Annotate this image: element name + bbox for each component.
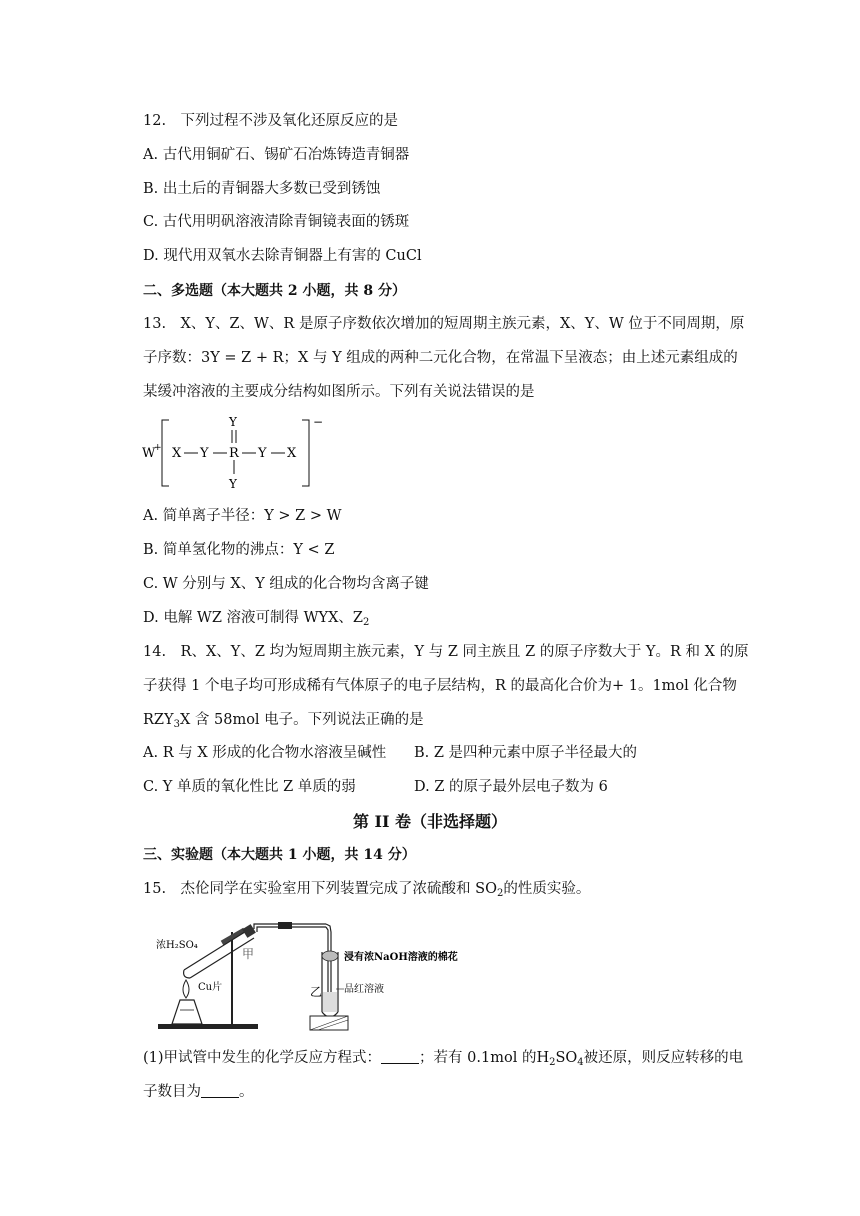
q15-part-1-c: SO bbox=[555, 1050, 578, 1066]
structure-diagram bbox=[138, 410, 328, 494]
q12-option-d: D. 现代用双氧水去除青铜器上有害的 CuCl bbox=[143, 248, 422, 264]
label-cu: Cu片 bbox=[198, 982, 223, 993]
q12-option-b: B. 出土后的青铜器大多数已受到锈蚀 bbox=[143, 181, 381, 197]
stand-base bbox=[158, 1024, 258, 1029]
q12-option-a: A. 古代用铜矿石、锡矿石冶炼铸造青铜器 bbox=[143, 147, 410, 163]
q14-line-3 bbox=[143, 710, 424, 735]
test-tube-yi bbox=[322, 951, 338, 1017]
answer-blank-electrons[interactable] bbox=[201, 1083, 239, 1098]
q15-part-1-b: ；若有 0.1mol 的H bbox=[419, 1050, 550, 1066]
structure-cation: W bbox=[142, 446, 156, 461]
rubber-connector bbox=[278, 922, 292, 929]
q15-part-1-line2-a: 子数目为 bbox=[143, 1084, 201, 1100]
structure-anion-charge: − bbox=[313, 415, 324, 429]
label-jia: 甲 bbox=[242, 947, 255, 961]
q14-line-3-rest: X 含 58mol 电子。下列说法正确的是 bbox=[179, 712, 424, 728]
q14-formula-a: RZY bbox=[143, 712, 174, 728]
structure-cation-charge: + bbox=[154, 443, 162, 453]
label-pinhong: 品红溶液 bbox=[344, 984, 384, 995]
q13-option-a: A. 简单离子半径：Y > Z > W bbox=[143, 508, 342, 524]
q14-option-d: D. Z 的原子最外层电子数为 6 bbox=[414, 779, 608, 795]
q12-stem: 12. 下列过程不涉及氧化还原反应的是 bbox=[143, 113, 399, 129]
q15-part-1-line-2 bbox=[143, 1082, 254, 1102]
q14-line-1: 14. R、X、Y、Z 均为短周期主族元素，Y 与 Z 同主族且 Z 的原子序数大于 Y。R 和 X 的原 bbox=[143, 644, 749, 660]
q14-option-a: A. R 与 X 形成的化合物水溶液呈碱性 bbox=[143, 745, 387, 761]
q15-part-1-sub1: 2 bbox=[549, 1057, 556, 1068]
answer-blank-equation[interactable] bbox=[381, 1049, 419, 1064]
q15-part-1-sub2: 4 bbox=[577, 1057, 584, 1068]
q12-option-c: C. 古代用明矾溶液清除青铜镜表面的锈斑 bbox=[143, 214, 410, 230]
section-3-heading: 三、实验题（本大题共 1 小题，共 14 分） bbox=[143, 847, 416, 863]
q14-option-c: C. Y 单质的氧化性比 Z 单质的弱 bbox=[143, 779, 356, 795]
q14-options-row-1 bbox=[143, 743, 703, 763]
q13-line-2: 子序数：3Y = Z + R；X 与 Y 组成的两种二元化合物，在常温下呈液态；由上述元素组成的 bbox=[143, 350, 738, 366]
left-bracket bbox=[162, 420, 169, 486]
right-bracket bbox=[302, 420, 309, 486]
structure-y-right: Y bbox=[258, 446, 267, 461]
q13-option-d bbox=[143, 608, 369, 633]
structure-y-top: Y bbox=[229, 415, 237, 429]
q13-line-3: 某缓冲溶液的主要成分结构如图所示。下列有关说法错误的是 bbox=[143, 384, 535, 400]
q15-part-1-line-1 bbox=[143, 1048, 743, 1073]
clamp bbox=[221, 928, 246, 945]
q14-formula-sub: 3 bbox=[173, 719, 180, 730]
alcohol-lamp bbox=[172, 1000, 202, 1024]
label-cotton: 浸有浓NaOH溶液的棉花 bbox=[344, 952, 458, 963]
q15-stem-b: 的性质实验。 bbox=[503, 881, 591, 897]
q14-options-row-2 bbox=[143, 777, 703, 797]
structure-x-left: X bbox=[172, 446, 182, 461]
apparatus-diagram bbox=[150, 912, 458, 1037]
volume-2-title: 第 II 卷（非选择题） bbox=[352, 812, 508, 831]
q13-line-1: 13. X、Y、Z、W、R 是原子序数依次增加的短周期主族元素，X、Y、W 位于不同周期，原 bbox=[143, 316, 745, 332]
q15-stem-sub: 2 bbox=[497, 888, 504, 899]
q15-stem-a: 15. 杰伦同学在实验室用下列装置完成了浓硫酸和 SO bbox=[143, 881, 497, 897]
structure-x-right: X bbox=[287, 446, 297, 461]
q14-line-2: 子获得 1 个电子均可形成稀有气体原子的电子层结构，R 的最高化合价为+ 1。1mol 化合物 bbox=[143, 678, 737, 694]
q13-option-d-text: D. 电解 WZ 溶液可制得 WYX、Z bbox=[143, 610, 364, 626]
q13-option-c: C. W 分别与 X、Y 组成的化合物均含离子键 bbox=[143, 576, 429, 592]
label-yi: 乙 bbox=[310, 985, 323, 999]
structure-center-r: R bbox=[229, 446, 239, 461]
q15-part-1-d: 被还原，则反应转移的电 bbox=[583, 1050, 744, 1066]
structure-y-left: Y bbox=[200, 446, 209, 461]
q15-stem bbox=[143, 879, 590, 904]
q15-part-1-line2-b: 。 bbox=[239, 1084, 254, 1100]
q14-option-b: B. Z 是四种元素中原子半径最大的 bbox=[414, 745, 638, 761]
flame bbox=[183, 980, 189, 998]
q13-option-d-sub: 2 bbox=[363, 617, 370, 628]
q13-option-b: B. 简单氢化物的沸点：Y < Z bbox=[143, 542, 335, 558]
label-acid: 浓H₂SO₄ bbox=[156, 940, 198, 951]
q15-part-1-a: (1)甲试管中发生的化学反应方程式： bbox=[143, 1050, 382, 1066]
section-2-heading: 二、多选题（本大题共 2 小题，共 8 分） bbox=[143, 283, 406, 299]
structure-y-bottom: Y bbox=[229, 477, 237, 491]
